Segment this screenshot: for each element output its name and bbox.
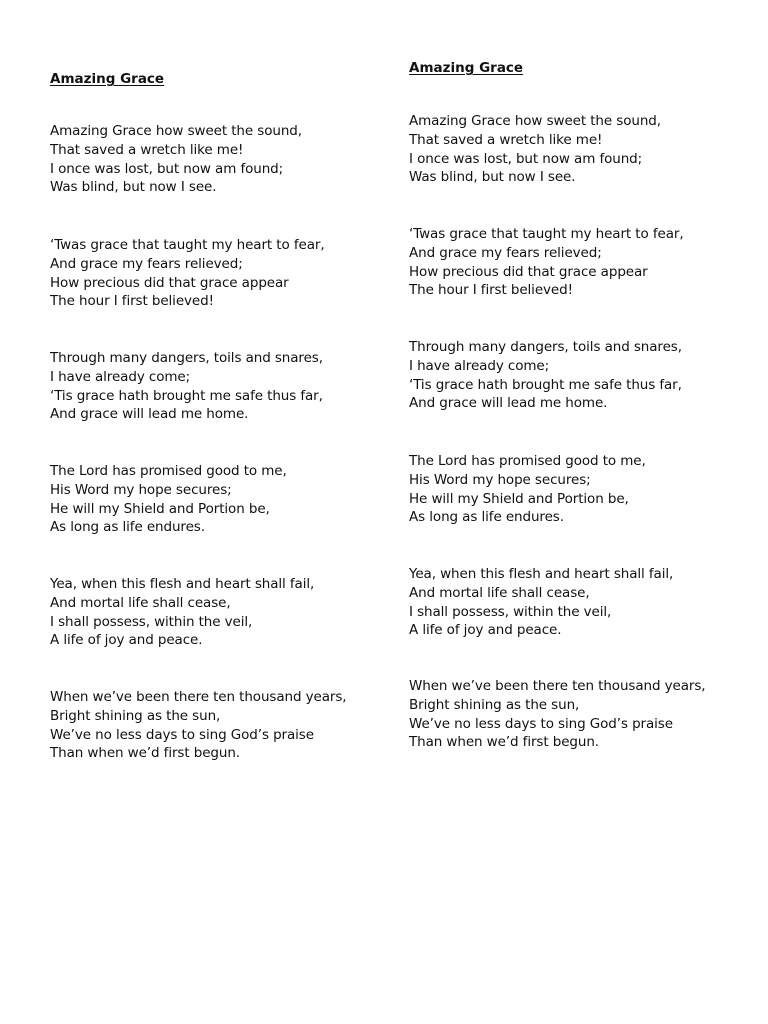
verse-line: When we’ve been there ten thousand years, xyxy=(50,689,347,705)
verse-line: Bright shining as the sun, xyxy=(50,707,221,724)
verse-line: That saved a wretch like me! xyxy=(409,131,603,148)
verse-2 xyxy=(409,225,684,300)
verse-line: I have already come; xyxy=(409,357,550,374)
verse-line: A life of joy and peace. xyxy=(50,632,203,649)
verse-2 xyxy=(50,236,325,311)
verse-line: He will my Shield and Portion be, xyxy=(409,490,629,507)
verse-line: ‘Twas grace that taught my heart to fear, xyxy=(409,226,684,242)
verse-line: How precious did that grace appear xyxy=(409,263,648,280)
verse-line: ‘Tis grace hath brought me safe thus far, xyxy=(409,376,682,393)
verse-4 xyxy=(409,452,646,527)
verse-line: When we’ve been there ten thousand years, xyxy=(409,678,706,694)
verse-line: I once was lost, but now am found; xyxy=(409,150,643,167)
verse-line: As long as life endures. xyxy=(50,519,205,536)
verse-line: The Lord has promised good to me, xyxy=(50,463,287,479)
verse-line: Amazing Grace how sweet the sound, xyxy=(50,123,302,139)
verse-line: I shall possess, within the veil, xyxy=(50,613,253,630)
verse-line: Through many dangers, toils and snares, xyxy=(409,339,682,355)
verse-line: Was blind, but now I see. xyxy=(409,169,576,186)
verse-line: That saved a wretch like me! xyxy=(50,141,244,158)
verse-line: Yea, when this flesh and heart shall fail, xyxy=(50,576,315,592)
verse-line: The Lord has promised good to me, xyxy=(409,453,646,469)
verse-line: Through many dangers, toils and snares, xyxy=(50,350,323,366)
verse-6 xyxy=(50,688,347,763)
verse-line: And grace my fears relieved; xyxy=(409,244,602,261)
verse-line: ‘Twas grace that taught my heart to fear, xyxy=(50,237,325,253)
verse-line: And grace my fears relieved; xyxy=(50,255,243,272)
verse-line: Amazing Grace how sweet the sound, xyxy=(409,113,661,129)
verse-line: As long as life endures. xyxy=(409,509,564,526)
verse-5 xyxy=(50,575,314,650)
verse-line: I once was lost, but now am found; xyxy=(50,160,284,177)
verse-line: Bright shining as the sun, xyxy=(409,696,580,713)
verse-line: The hour I first believed! xyxy=(50,293,214,310)
verse-3 xyxy=(409,338,682,413)
verse-line: And mortal life shall cease, xyxy=(50,594,231,611)
song-title: Amazing Grace xyxy=(409,60,524,76)
verse-line: How precious did that grace appear xyxy=(50,274,289,291)
verse-3 xyxy=(50,349,323,424)
verse-line: And grace will lead me home. xyxy=(50,406,249,423)
verse-line: And mortal life shall cease, xyxy=(409,584,590,601)
verse-line: We’ve no less days to sing God’s praise xyxy=(50,726,314,743)
verse-line: Than when we’d first begun. xyxy=(50,745,240,762)
verse-4 xyxy=(50,462,287,537)
verse-line: We’ve no less days to sing God’s praise xyxy=(409,715,673,732)
verse-line: He will my Shield and Portion be, xyxy=(50,500,270,517)
verse-1 xyxy=(50,122,302,197)
verse-line: And grace will lead me home. xyxy=(409,395,608,412)
verse-1 xyxy=(409,112,661,187)
verse-6 xyxy=(409,677,706,752)
verse-line: Than when we’d first begun. xyxy=(409,734,599,751)
verse-line: I have already come; xyxy=(50,368,191,385)
verse-line: Was blind, but now I see. xyxy=(50,179,217,196)
verse-line: I shall possess, within the veil, xyxy=(409,603,612,620)
verse-line: His Word my hope secures; xyxy=(409,471,591,488)
verse-line: A life of joy and peace. xyxy=(409,622,562,639)
verse-line: ‘Tis grace hath brought me safe thus far, xyxy=(50,387,323,404)
verse-line: The hour I first believed! xyxy=(409,282,573,299)
verse-line: Yea, when this flesh and heart shall fail, xyxy=(409,566,674,582)
song-title: Amazing Grace xyxy=(50,71,165,87)
verse-line: His Word my hope secures; xyxy=(50,481,232,498)
verse-5 xyxy=(409,565,673,640)
